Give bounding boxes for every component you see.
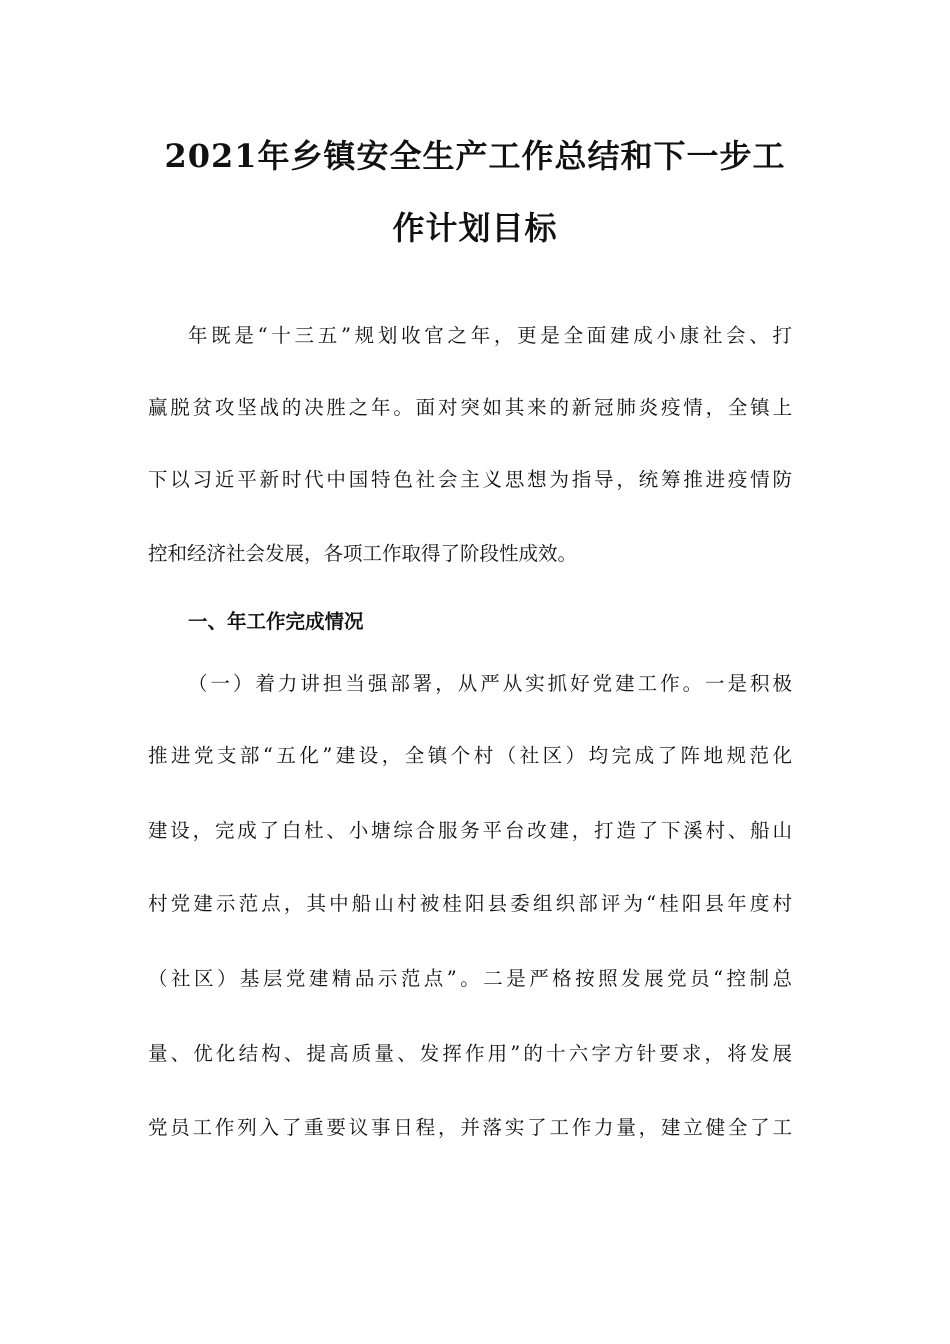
document-title-line-2: 作计划目标 (392, 209, 558, 247)
document-title-line-1: 2021年乡镇安全生产工作总结和下一步工 (164, 137, 786, 175)
paragraph-2-line-2: 推进党支部“五化”建设，全镇个村（社区）均完成了阵地规范化 (148, 744, 792, 767)
paragraph-1-line-4: 控和经济社会发展，各项工作取得了阶段性成效。 (148, 542, 578, 565)
paragraph-1-line-1: 年既是“十三五”规划收官之年，更是全面建成小康社会、打 (188, 324, 792, 347)
paragraph-2-line-5: （社区）基层党建精品示范点”。二是严格按照发展党员“控制总 (148, 967, 792, 990)
paragraph-1-line-3: 下以习近平新时代中国特色社会主义思想为指导，统筹推进疫情防 (148, 468, 792, 491)
paragraph-2-line-7: 党员工作列入了重要议事日程，并落实了工作力量，建立健全了工 (148, 1116, 792, 1139)
paragraph-2-line-1: （一）着力讲担当强部署，从严从实抓好党建工作。一是积极 (188, 672, 792, 695)
paragraph-2-line-3: 建设，完成了白杜、小塘综合服务平台改建，打造了下溪村、船山 (148, 819, 792, 842)
paragraph-2-line-4: 村党建示范点，其中船山村被桂阳县委组织部评为“桂阳县年度村 (148, 892, 792, 915)
paragraph-1-line-2: 赢脱贫攻坚战的决胜之年。面对突如其来的新冠肺炎疫情，全镇上 (148, 396, 792, 419)
paragraph-2-line-6: 量、优化结构、提高质量、发挥作用”的十六字方针要求，将发展 (148, 1042, 792, 1065)
section-heading: 一、年工作完成情况 (188, 610, 364, 633)
